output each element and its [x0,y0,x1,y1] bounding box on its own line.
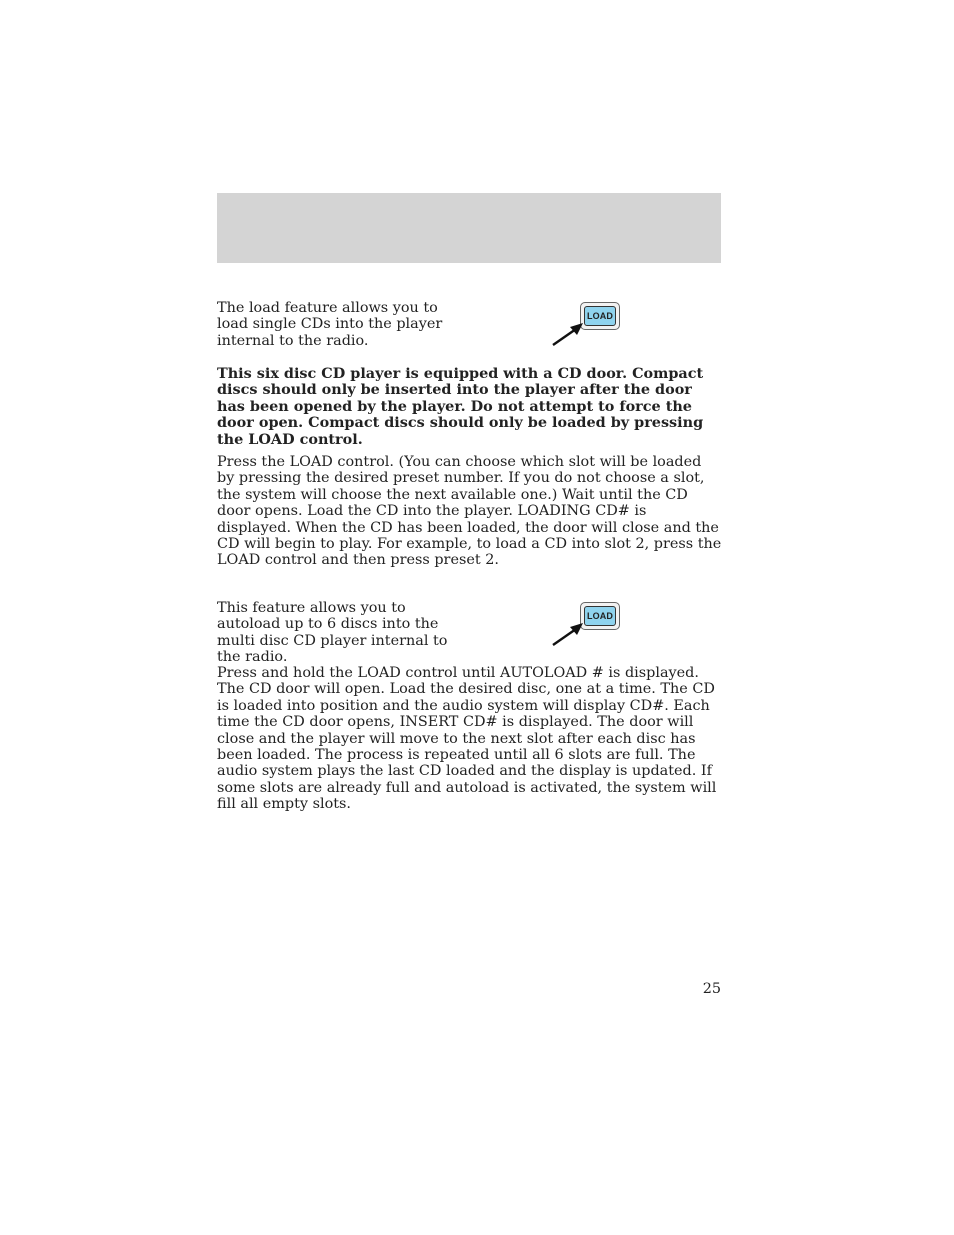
load-button-face: LOAD [584,306,616,326]
pointer-arrow-icon [550,318,590,348]
autoload-button-face: LOAD [584,606,616,626]
cd-door-warning: This six disc CD player is equipped with a CD door. Compact discs should only be inserted into the player after the door has been opened by the player. Do not attempt to force the door open. Compact discs should only be loaded by pressing the LOAD control. [217,365,704,448]
load-button-illustration [550,302,625,348]
autoload-instructions: Press and hold the LOAD control until AUTOLOAD # is displayed. The CD door will open. Load the desired disc, one at a time. The CD is loaded into position and the audio system will display CD#. Each time the CD door opens, INSERT CD# is displayed. The door will close and the player will move to the next slot after each disc has been loaded. The process is repeated until all 6 slots are full. The audio system plays the last CD loaded and the display is updated. If some slots are already full and autoload is activated, the system will fill all empty slots. [217,665,717,813]
pointer-arrow-icon [550,618,590,648]
autoload-button-illustration [550,602,625,648]
autoload-intro-text: This feature allows you to autoload up to 6 discs into the multi disc CD player internal to the radio. [217,600,448,666]
load-instructions: Press the LOAD control. (You can choose which slot will be loaded by pressing the desired preset number. If you do not choose a slot, the system will choose the next available one.) Wait until the CD door opens. Load the CD into the player. LOADING CD# is displayed. When the CD has been loaded, the door will close and the CD will begin to play. For example, to load a CD into slot 2, press the LOAD control and then press preset 2. [217,454,722,569]
section-header-band [217,193,721,263]
load-intro-text: The load feature allows you to load single CDs into the player internal to the radio. [217,300,443,349]
page-number: 25 [702,981,721,997]
